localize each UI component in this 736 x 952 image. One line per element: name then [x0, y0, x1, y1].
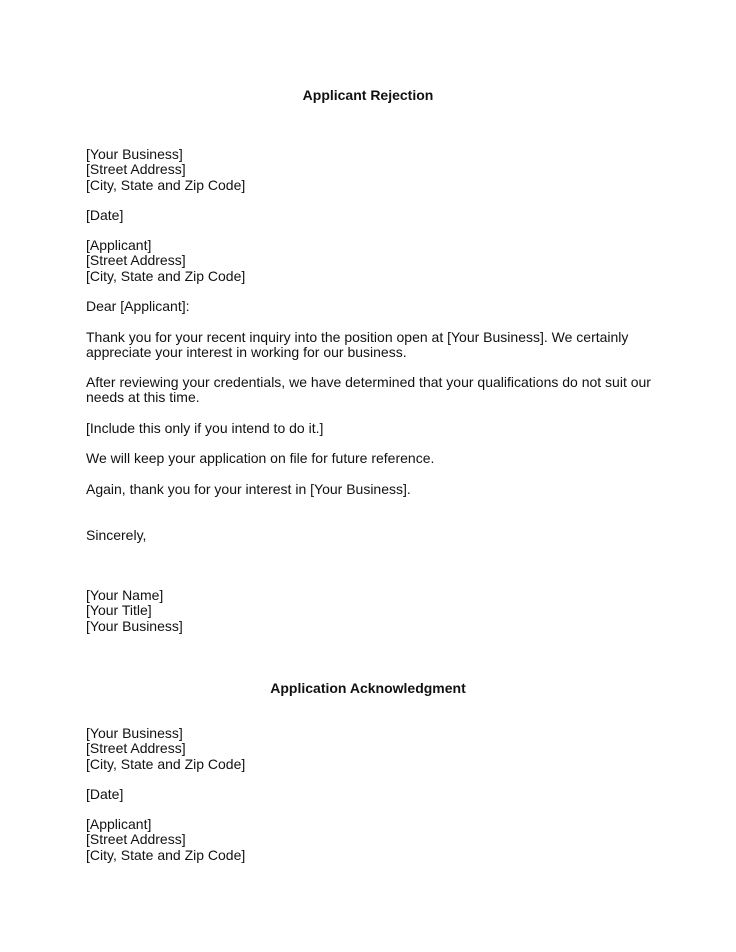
rejection-paragraph-5 [86, 482, 666, 497]
recipient-city: [City, State and Zip Code] [86, 846, 246, 863]
salutation-text: Dear [Applicant]: [86, 298, 190, 314]
date-text: [Date] [86, 786, 124, 802]
rejection-closing [86, 528, 666, 543]
rejection-sender-address [86, 147, 666, 193]
paragraph-line: needs at this time. [86, 389, 200, 406]
rejection-salutation [86, 299, 666, 314]
rejection-paragraph-1 [86, 330, 666, 361]
paragraph-line: appreciate your interest in working for our business. [86, 344, 407, 361]
date-text: [Date] [86, 207, 124, 223]
paragraph-line: Thank you for your recent inquiry into the position open at [Your Business]. We certainly [86, 329, 629, 345]
rejection-letter-title: Applicant Rejection [302, 87, 434, 103]
signature-title: [Your Title] [86, 602, 152, 619]
paragraph-line: After reviewing your credentials, we have determined that your qualifications do not suit our [86, 374, 651, 390]
acknowledgment-date [86, 787, 666, 802]
sender-city: [City, State and Zip Code] [86, 176, 246, 193]
paragraph-line: [Include this only if you intend to do it.] [86, 420, 324, 436]
recipient-city: [City, State and Zip Code] [86, 267, 246, 284]
rejection-paragraph-3 [86, 421, 666, 436]
paragraph-line: We will keep your application on file for future reference. [86, 450, 435, 466]
recipient-name: [Applicant] [86, 237, 152, 253]
closing-text: Sincerely, [86, 527, 147, 543]
signature-business: [Your Business] [86, 617, 183, 634]
rejection-signature [86, 588, 666, 634]
recipient-name: [Applicant] [86, 816, 152, 832]
acknowledgment-recipient-address [86, 817, 666, 863]
recipient-street: [Street Address] [86, 831, 186, 848]
acknowledgment-sender-address [86, 726, 666, 772]
paragraph-line: Again, thank you for your interest in [Your Business]. [86, 481, 411, 497]
rejection-date [86, 208, 666, 223]
sender-business: [Your Business] [86, 146, 183, 162]
sender-street: [Street Address] [86, 740, 186, 757]
acknowledgment-letter-title: Application Acknowledgment [270, 680, 466, 696]
sender-city: [City, State and Zip Code] [86, 755, 246, 772]
rejection-paragraph-2 [86, 375, 666, 406]
sender-street: [Street Address] [86, 161, 186, 178]
rejection-paragraph-4 [86, 451, 666, 466]
rejection-recipient-address [86, 238, 666, 284]
signature-name: [Your Name] [86, 587, 164, 603]
recipient-street: [Street Address] [86, 252, 186, 269]
sender-business: [Your Business] [86, 725, 183, 741]
